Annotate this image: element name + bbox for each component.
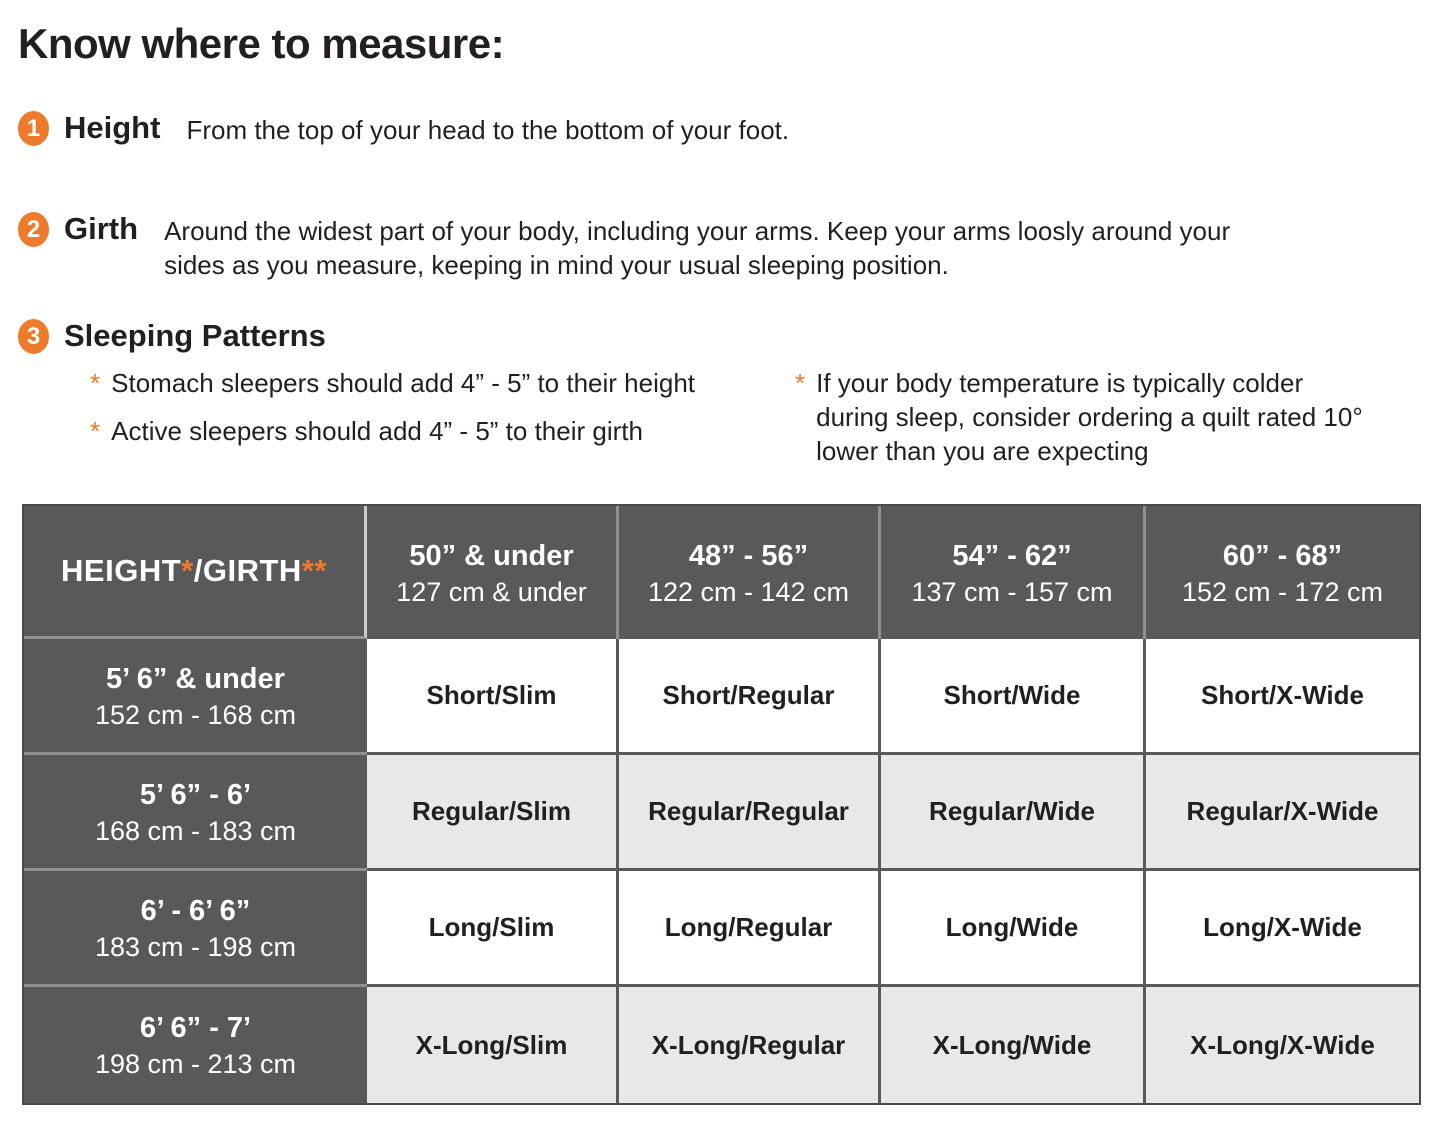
note-text: If your body temperature is typically colder during sleep, consider ordering a quilt rated 10° lower than you are expecting <box>816 368 1363 466</box>
step-2-description: Around the widest part of your body, including your arms. Keep your arms loosly around your sides as you measure, keeping in mind your usual sleeping position. <box>164 216 1231 280</box>
step-3-label: Sleeping Patterns <box>64 318 326 353</box>
size-cell: Short/Wide <box>881 639 1146 755</box>
height-range-cm: 152 cm - 168 cm <box>94 699 297 730</box>
row-header-height-1 <box>24 639 367 755</box>
step-height <box>18 110 1436 147</box>
height-range-cm: 183 cm - 198 cm <box>94 931 297 962</box>
size-cell: Long/X-Wide <box>1146 871 1419 987</box>
column-header-girth-4 <box>1146 506 1419 639</box>
size-row-x-long <box>24 987 1419 1103</box>
asterisk-marker: * <box>90 416 101 446</box>
note-text: Active sleepers should add 4” - 5” to their girth <box>111 416 643 446</box>
size-cell: Short/Slim <box>367 639 619 755</box>
size-row-short <box>24 639 1419 755</box>
step-2-number-badge: 2 <box>18 212 49 247</box>
size-cell: Long/Regular <box>619 871 881 987</box>
row-header-height-4 <box>24 987 367 1103</box>
step-2-label: Girth <box>64 211 139 246</box>
note-stomach-sleepers <box>90 366 735 400</box>
girth-range-cm: 137 cm - 157 cm <box>911 576 1113 607</box>
height-range-feet: 6’ - 6’ 6” <box>140 894 251 927</box>
size-cell: X-Long/Slim <box>367 987 619 1103</box>
asterisk-marker: * <box>90 368 101 398</box>
step-1-number-badge: 1 <box>18 111 49 146</box>
page-title: Know where to measure: <box>18 20 505 67</box>
row-header-height-3 <box>24 871 367 987</box>
note-body-temperature <box>795 366 1364 468</box>
size-row-regular <box>24 755 1419 871</box>
step-1-label: Height <box>64 110 161 145</box>
sleeping-pattern-notes <box>90 366 1436 468</box>
size-chart-header-row <box>24 506 1419 639</box>
size-cell: X-Long/Regular <box>619 987 881 1103</box>
row-header-height-2 <box>24 755 367 871</box>
size-cell: Regular/Regular <box>619 755 881 871</box>
step-sleeping-patterns <box>18 318 1436 354</box>
size-cell: Short/Regular <box>619 639 881 755</box>
column-header-girth-3 <box>881 506 1146 639</box>
size-cell: X-Long/X-Wide <box>1146 987 1419 1103</box>
girth-range-inches: 50” & under <box>409 539 574 572</box>
step-1-description: From the top of your head to the bottom of your foot. <box>186 115 790 145</box>
step-3-number-badge: 3 <box>18 319 49 354</box>
corner-label-height: HEIGHT <box>61 553 182 588</box>
size-cell: Long/Slim <box>367 871 619 987</box>
height-range-cm: 168 cm - 183 cm <box>94 815 297 846</box>
girth-asterisk: ** <box>301 553 327 588</box>
column-header-girth-2 <box>619 506 881 639</box>
column-header-girth-1 <box>367 506 619 639</box>
size-cell: Regular/Slim <box>367 755 619 871</box>
height-range-feet: 5’ 6” & under <box>106 662 285 695</box>
girth-range-cm: 152 cm - 172 cm <box>1181 576 1384 607</box>
girth-range-inches: 60” - 68” <box>1222 539 1343 572</box>
height-asterisk: * <box>181 553 194 588</box>
size-cell: Regular/Wide <box>881 755 1146 871</box>
size-cell: Regular/X-Wide <box>1146 755 1419 871</box>
girth-range-inches: 48” - 56” <box>688 539 809 572</box>
height-range-cm: 198 cm - 213 cm <box>94 1049 297 1079</box>
size-chart-table <box>22 504 1421 1105</box>
corner-label-girth: /GIRTH <box>193 553 302 588</box>
size-cell: X-Long/Wide <box>881 987 1146 1103</box>
notes-left-column <box>90 366 735 468</box>
height-range-feet: 5’ 6” - 6’ <box>139 778 252 811</box>
note-active-sleepers <box>90 414 735 448</box>
corner-header-height-girth <box>24 506 367 639</box>
size-cell: Short/X-Wide <box>1146 639 1419 755</box>
girth-range-cm: 122 cm - 142 cm <box>647 576 850 607</box>
size-row-long <box>24 871 1419 987</box>
girth-range-cm: 127 cm & under <box>396 576 587 607</box>
note-text: Stomach sleepers should add 4” - 5” to their height <box>111 368 696 398</box>
size-cell: Long/Wide <box>881 871 1146 987</box>
girth-range-inches: 54” - 62” <box>952 539 1072 572</box>
step-girth <box>18 211 1436 282</box>
asterisk-marker: * <box>795 368 806 398</box>
height-range-feet: 6’ 6” - 7’ <box>139 1012 252 1044</box>
